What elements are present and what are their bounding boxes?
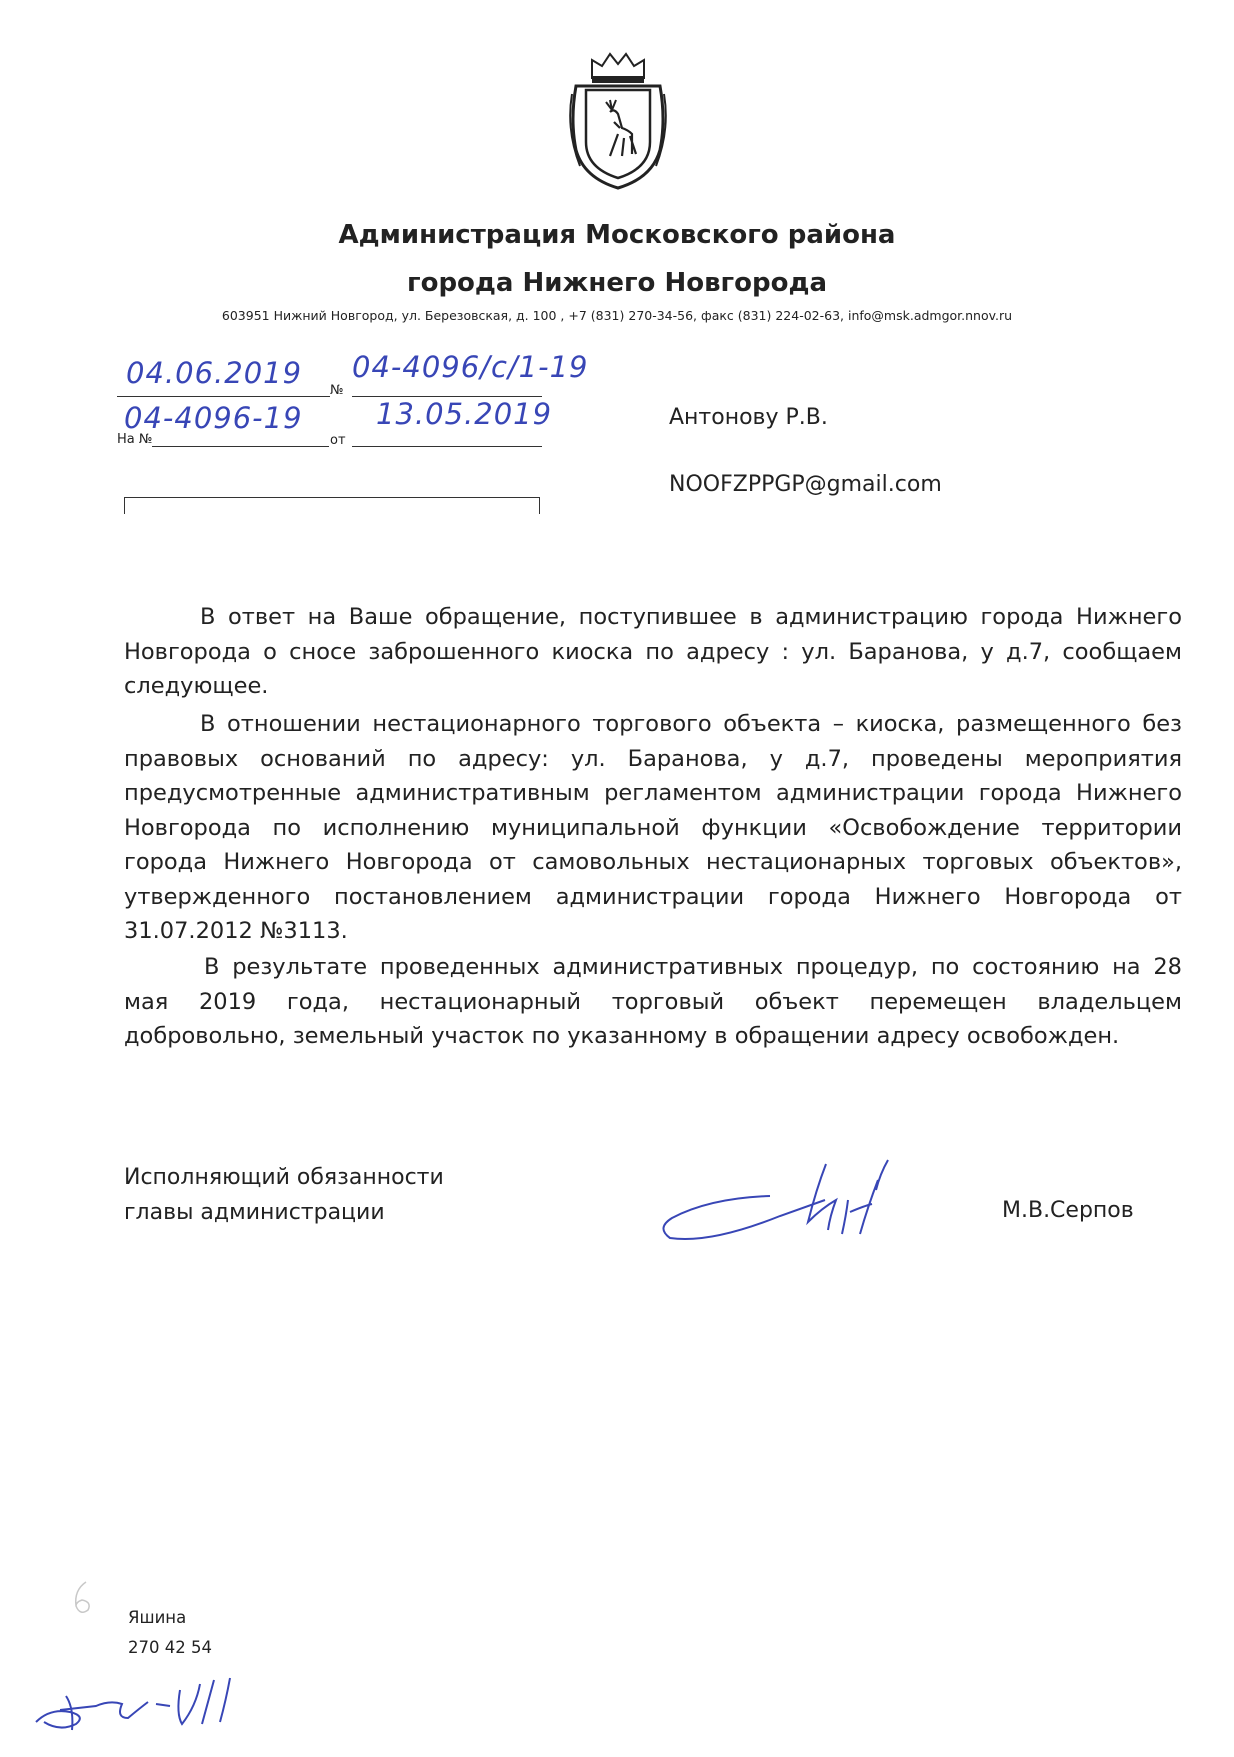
executor-signature [30, 1650, 250, 1740]
body-paragraph-3: В результате проведенных административных процедур, по состоянию на 28 мая 2019 года, нестационарный торговый объект перемещен владельцем добровольно, земельный участок по указанному в обращении адресу освобожден. [124, 954, 1182, 1049]
organization-city: города Нижнего Новгорода [407, 268, 827, 298]
in-reply-number-underline [152, 446, 329, 447]
body-paragraph-2: В отношении нестационарного торгового объекта – киоска, размещенного без правовых оснований по адресу: ул. Баранова, у д.7, проведены мероприятия предусмотренные административным регламентом администрации города Нижнего Новгорода по исполнению муниципальной функции «Освобождение территории города Нижнего Новгорода от самовольных нестационарных торговых объектов», утвержденного постановлением администрации города Нижнего Новгорода от 31.07.2012 №3113. [124, 711, 1182, 944]
subject-bracket [124, 497, 540, 514]
from-label: от [330, 433, 346, 448]
number-label: № [330, 383, 344, 398]
in-reply-number: 04-4096-19 [124, 401, 303, 435]
handwritten-signature [650, 1150, 960, 1250]
date-underline [117, 396, 330, 397]
signer-title-line-2: главы администрации [124, 1200, 385, 1225]
outgoing-number: 04-4096/c/1-19 [352, 350, 589, 384]
executor-name: Яшина [128, 1608, 187, 1627]
coat-of-arms-emblem [562, 50, 674, 192]
in-reply-label: На № [117, 432, 153, 447]
signer-name: М.В.Серпов [1002, 1198, 1134, 1223]
executor-phone: 270 42 54 [128, 1638, 212, 1657]
in-reply-date: 13.05.2019 [376, 397, 553, 431]
organization-name: Администрация Московского района [338, 220, 896, 250]
pencil-mark [70, 1578, 94, 1618]
signer-title-line-1: Исполняющий обязанности [124, 1165, 444, 1190]
organization-address: 603951 Нижний Новгород, ул. Березовская, д. 100 , +7 (831) 270-34-56, факс (831) 224-02-63, info@msk.admgor.nnov.ru [221, 308, 1013, 323]
outgoing-date: 04.06.2019 [126, 356, 303, 390]
recipient-email: NOOFZPPGP@gmail.com [669, 472, 942, 497]
body-paragraph-1: В ответ на Ваше обращение, поступившее в администрацию города Нижнего Новгорода о сносе заброшенного киоска по адресу : ул. Баранова, у д.7, сообщаем следующее. [124, 604, 1182, 699]
in-reply-date-underline [352, 446, 542, 447]
recipient-name: Антонову Р.В. [669, 405, 828, 430]
